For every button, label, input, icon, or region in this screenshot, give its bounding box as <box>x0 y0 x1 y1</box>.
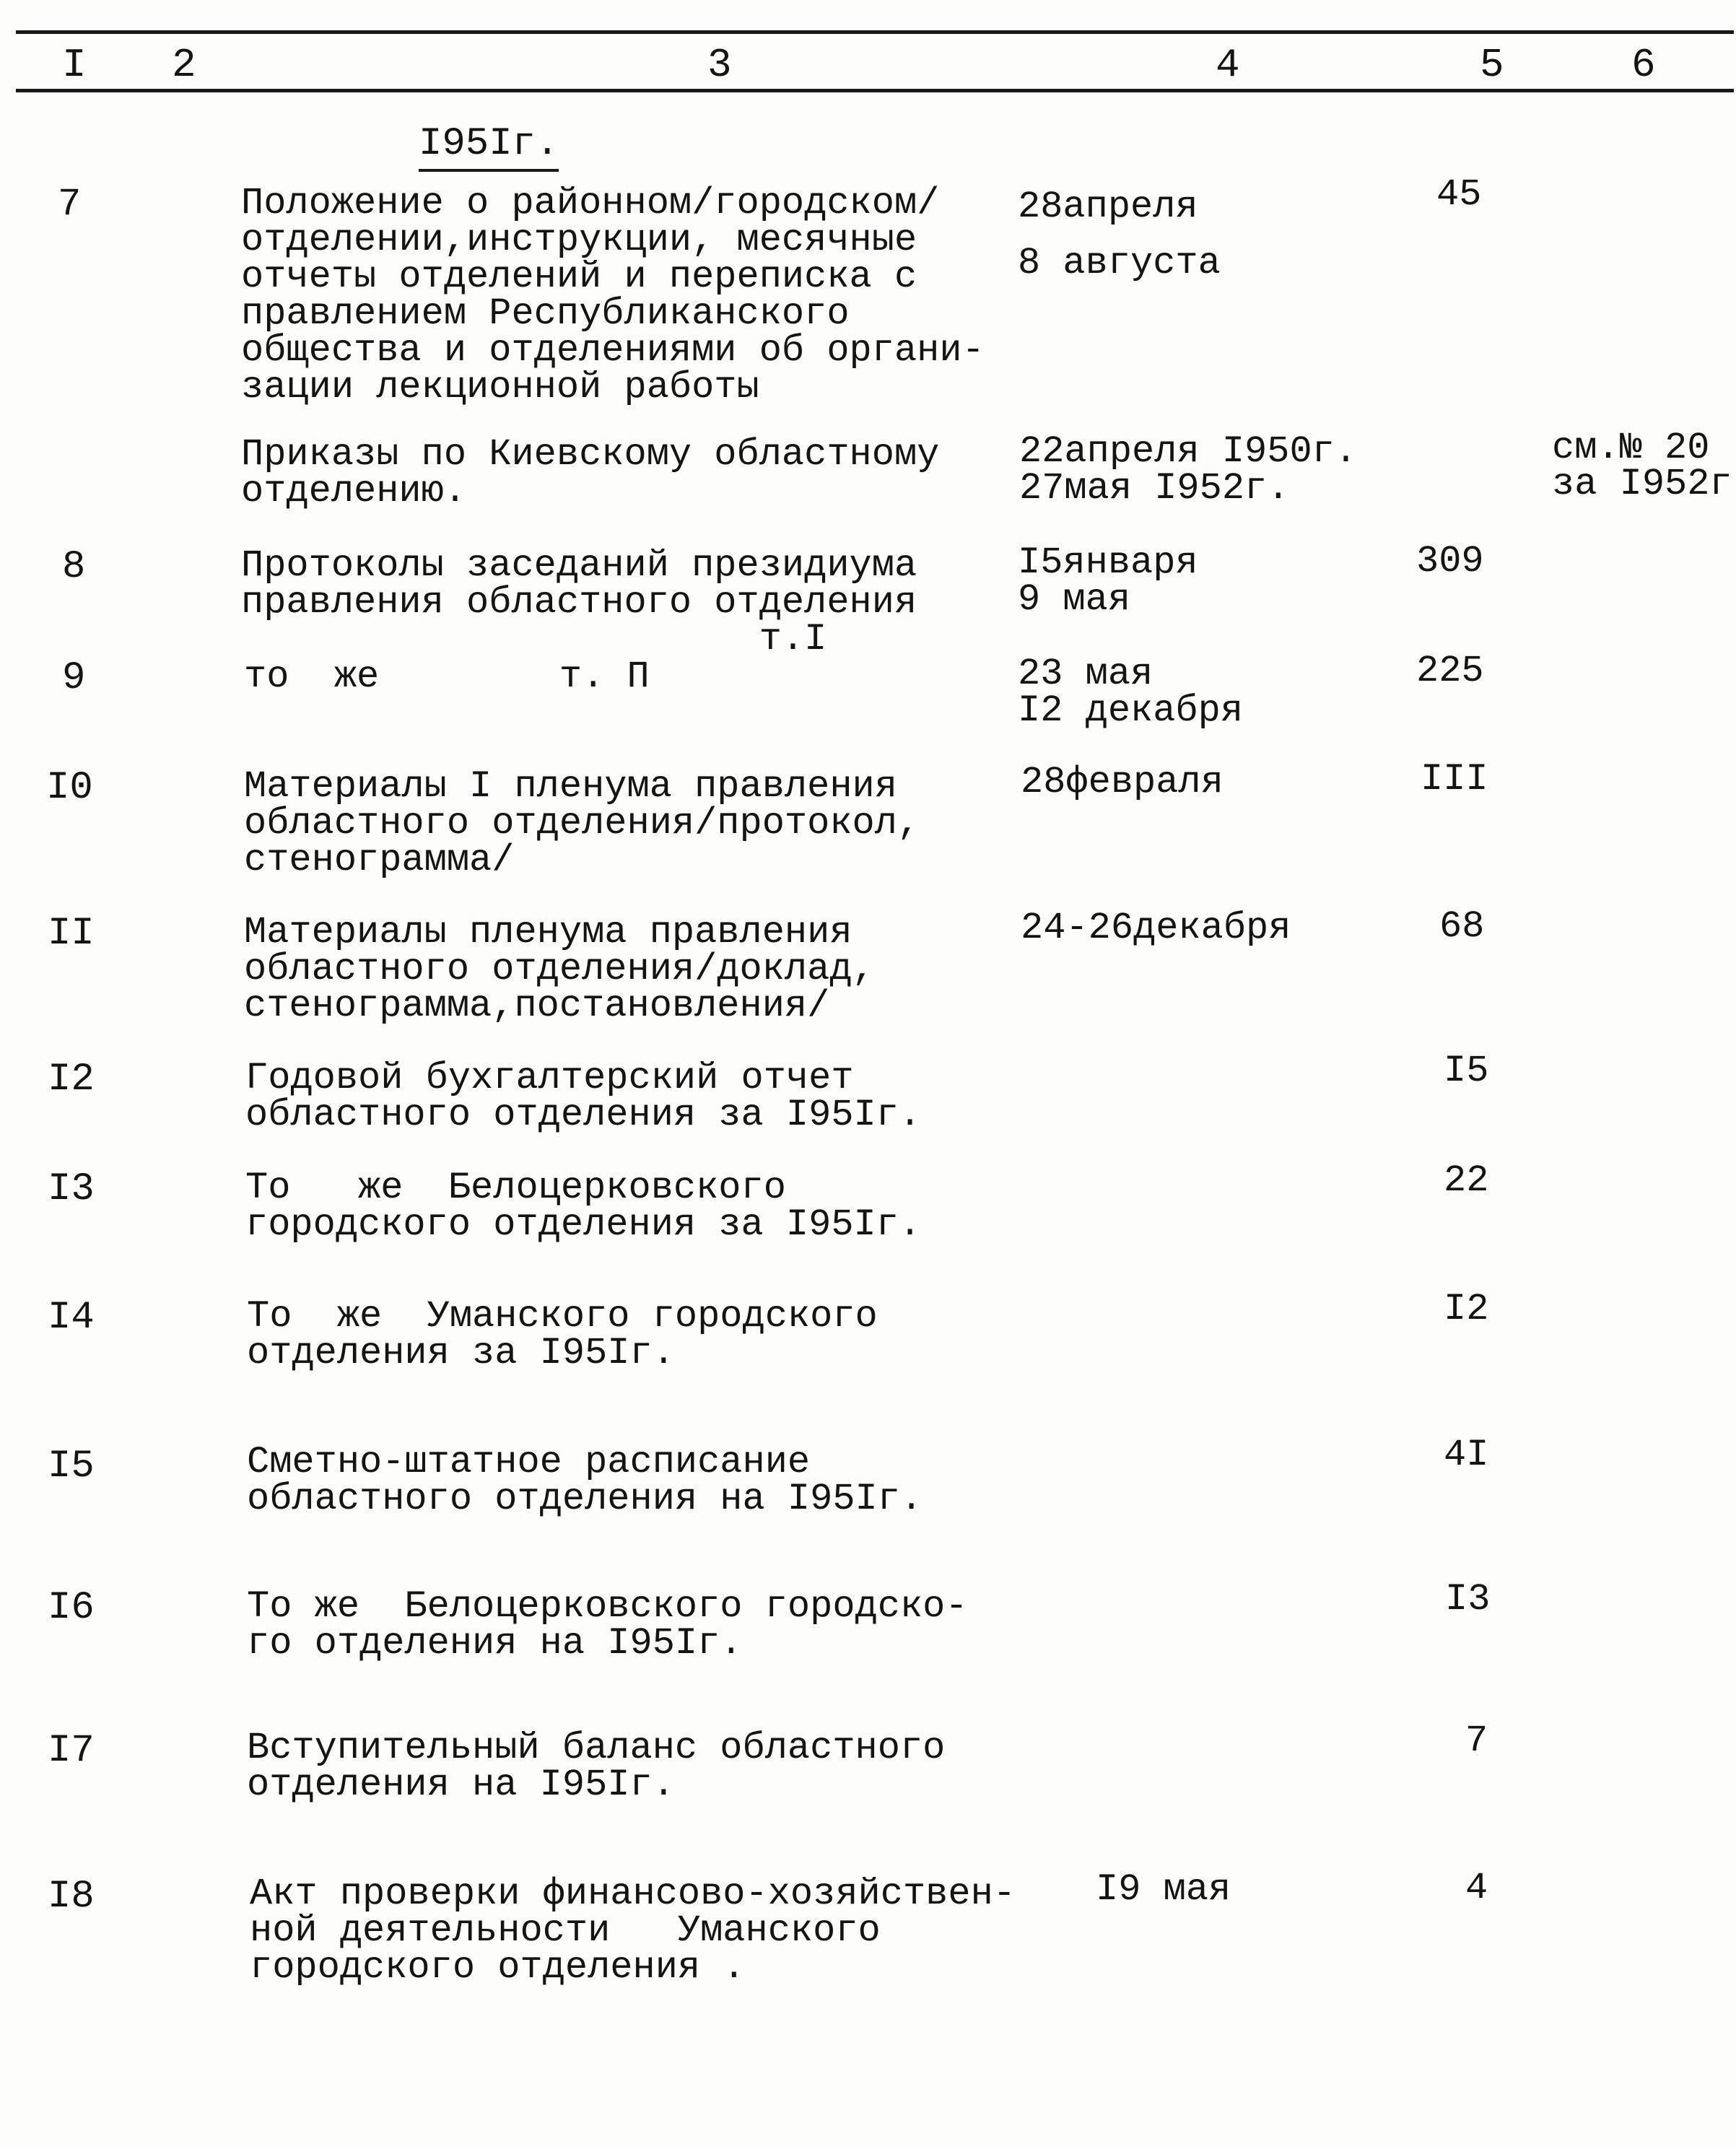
row-title: Вступительный баланс областного отделения на I95Iг. <box>247 1727 946 1806</box>
row-number: I7 <box>48 1729 95 1773</box>
row-number: I4 <box>48 1296 95 1340</box>
row-sheets: I3 <box>1445 1578 1491 1621</box>
column-header-5: 5 <box>1480 42 1504 88</box>
row-sheets: 22 <box>1444 1159 1489 1202</box>
row-dates: 28апреля 8 августа <box>1018 186 1221 284</box>
row-number: I3 <box>48 1167 95 1211</box>
row-title: Приказы по Киевскому областному отделению. <box>241 433 940 513</box>
row-title: То же Уманского городского отделения за I95Iг. <box>247 1295 878 1374</box>
row-number: II <box>48 912 95 956</box>
row-sheets: 225 <box>1416 650 1484 692</box>
row-dates: I9 мая <box>1096 1868 1231 1911</box>
row-dates: 22апреля I950г. 27мая I952г. <box>1019 430 1358 510</box>
header-top-rule <box>16 30 1734 34</box>
row-dates: I5января 9 мая <box>1018 541 1198 621</box>
row-title: Протоколы заседаний президиума правления областного отделения т.I <box>241 544 917 661</box>
row-title: Материалы пленума правления областного отделения/доклад, стенограмма,постановления/ <box>244 911 875 1027</box>
row-title: Сметно-штатное расписание областного отделения на I95Iг. <box>247 1441 923 1520</box>
row-number: I6 <box>48 1586 95 1630</box>
row-dates: 23 мая I2 декабря <box>1018 653 1244 732</box>
column-header-6: 6 <box>1631 42 1656 88</box>
row-sheets: 7 <box>1465 1719 1488 1762</box>
row-sheets: I2 <box>1444 1288 1489 1330</box>
row-title: То же Белоцерковского городско- го отделения на I95Iг. <box>247 1585 968 1665</box>
row-number: I0 <box>46 766 93 810</box>
row-sheets: III <box>1421 758 1488 801</box>
row-title: Годовой бухгалтерский отчет областного отделения за I95Iг. <box>245 1057 922 1136</box>
row-title: Акт проверки финансово-хозяйствен- ной деятельности Уманского городского отделения . <box>250 1873 1016 1989</box>
row-title: Материалы I пленума правления областного отделения/протокол, стенограмма/ <box>244 765 920 881</box>
row-sheets: 4 <box>1465 1867 1488 1909</box>
column-header-4: 4 <box>1216 42 1240 88</box>
row-sheets: 4I <box>1444 1434 1489 1476</box>
row-number: I8 <box>48 1875 95 1919</box>
row-sheets: I5 <box>1444 1050 1489 1092</box>
year-heading: I95Iг. <box>419 123 559 172</box>
row-title: Положение о районном/городском/ отделении,инструкции, месячные отчеты отделений и переписка с правлением Республиканского общества и отделениями об органи- зации лекционной работы <box>241 182 985 409</box>
column-header-3: 3 <box>707 42 732 88</box>
column-header-2: 2 <box>172 42 196 88</box>
row-sheets: 309 <box>1416 540 1484 583</box>
row-note: см.№ 20 за I952г <box>1552 427 1732 505</box>
row-number: 7 <box>58 183 82 227</box>
row-title: То же Белоцерковского городского отделения за I95Iг. <box>245 1167 922 1246</box>
header-bottom-rule <box>16 89 1734 92</box>
row-number: 9 <box>62 656 86 700</box>
row-title: то же т. П <box>244 655 650 698</box>
row-dates: 24-26декабря <box>1021 907 1291 949</box>
row-sheets: 68 <box>1439 905 1485 948</box>
column-header-1: I <box>62 42 87 88</box>
row-number: 8 <box>62 545 86 589</box>
row-dates: 28февраля <box>1021 761 1224 803</box>
row-sheets: 45 <box>1436 173 1482 216</box>
row-number: I5 <box>48 1444 95 1488</box>
row-number: I2 <box>48 1058 95 1102</box>
